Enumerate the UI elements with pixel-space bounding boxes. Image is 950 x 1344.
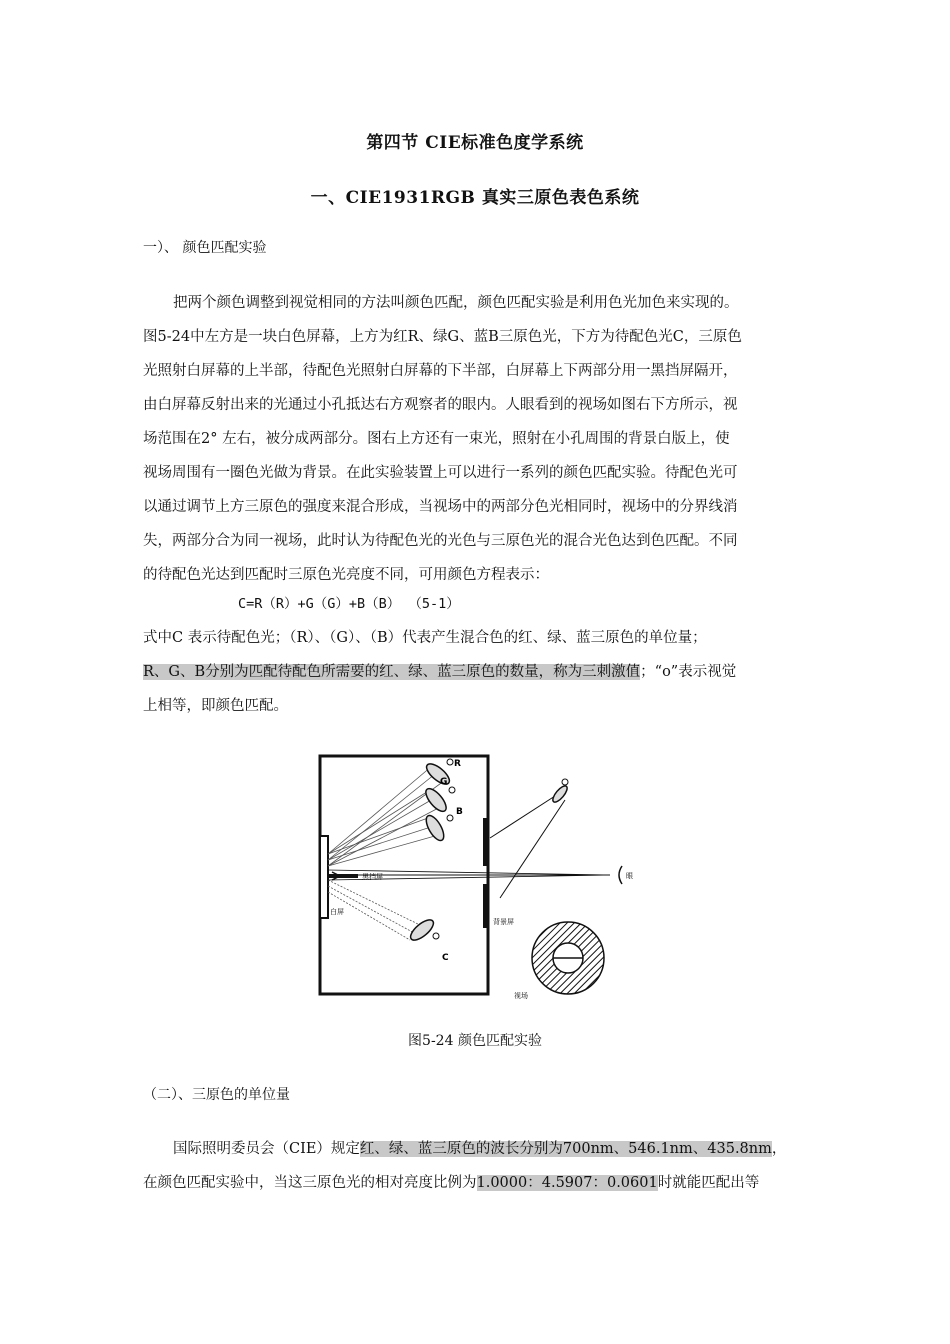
paragraph-line: 视场周围有一圈色光做为背景。在此实验装置上可以进行一系列的颜色匹配实验。待配色光可 — [143, 465, 738, 481]
color-matching-diagram — [310, 748, 640, 1003]
label-g: G — [440, 777, 448, 787]
label-r: R — [454, 759, 461, 769]
heading-color-matching: 一）、 颜色匹配实验 — [143, 240, 267, 256]
label-white-screen: 白屏 — [330, 908, 344, 916]
paragraph-line — [143, 1166, 808, 1200]
paragraph-text: 在颜色匹配实验中，当这三原色光的相对亮度比例为 — [143, 1175, 477, 1191]
paragraph-line: 的待配色光达到匹配时三原色光亮度不同，可用颜色方程表示： — [143, 567, 549, 583]
paragraph-line: 图5-24中左方是一块白色屏幕，上方为红R、绿G、蓝B三原色光，下方为待配色光C，三原色 — [143, 329, 742, 345]
paragraph-text: 国际照明委员会（CIE）规定 — [173, 1141, 360, 1157]
paragraph-line: 场范围在2° 左右，被分成两部分。图右上方还有一束光，照射在小孔周围的背景白版上，使 — [143, 431, 730, 447]
paragraph-color-matching — [143, 286, 808, 592]
white-screen — [320, 836, 328, 918]
lens-g — [422, 785, 449, 814]
label-b: B — [456, 807, 463, 817]
eye-icon — [619, 866, 622, 884]
background-lamp-lens — [551, 784, 570, 804]
heading-primary-units: （二）、三原色的单位量 — [143, 1087, 290, 1103]
paragraph-line: 失，两部分合为同一视场，此时认为待配色光的光色与三原色光的混合光色达到色匹配。不同 — [143, 533, 738, 549]
paragraph-line — [143, 1132, 808, 1166]
figure-caption: 图5-24 颜色匹配实验 — [408, 1033, 542, 1049]
subsection-title: 一、CIE1931RGB 真实三原色表色系统 — [310, 188, 640, 208]
lens-c — [407, 916, 436, 943]
label-black-screen: 黑挡屏 — [362, 873, 383, 881]
paragraph-primary-units — [143, 1132, 808, 1200]
paragraph-line: 把两个颜色调整到视觉相同的方法叫颜色匹配，颜色匹配实验是利用色光加色来实现的。 — [173, 295, 739, 311]
paragraph-text: ；“ο”表示视觉 — [640, 664, 737, 680]
section-title: 第四节 CIE标准色度学系统 — [366, 133, 584, 153]
paragraph-line: 由白屏幕反射出来的光通过小孔抵达右方观察者的眼内。人眼看到的视场如图右下方所示，视 — [143, 397, 738, 413]
paragraph-line: 上相等，即颜色匹配。 — [143, 698, 288, 714]
label-eye: 眼 — [626, 872, 633, 880]
paragraph-text: 时就能匹配出等 — [657, 1175, 760, 1191]
label-c: C — [442, 953, 449, 963]
highlighted-text: 1.0000：4.5907：0.0601 — [476, 1175, 658, 1191]
paragraph-line — [143, 655, 808, 689]
field-of-view — [532, 922, 604, 994]
paragraph-equation-explanation — [143, 621, 808, 723]
color-equation: C=R（R）+G（G）+B（B） （5-1） — [238, 596, 460, 612]
paragraph-line: 以通过调节上方三原色的强度来混合形成，当视场中的两部分色光相同时，视场中的分界线消 — [143, 499, 738, 515]
paragraph-line: 光照射白屏幕的上半部，待配色光照射白屏幕的下半部，白屏幕上下两部分用一黑挡屏隔开， — [143, 363, 738, 379]
highlighted-text: R、G、B分别为匹配待配色所需要的红、绿、蓝三原色的数量，称为三刺激值 — [143, 664, 641, 680]
paragraph-text: ， — [771, 1141, 787, 1157]
label-background: 背景屏 — [493, 918, 514, 926]
label-field: 视场 — [514, 992, 528, 1000]
paragraph-line: 式中C 表示待配色光；（R）、（G）、（B）代表产生混合色的红、绿、蓝三原色的单位量； — [143, 630, 707, 646]
highlighted-text: 红、绿、蓝三原色的波长分别为700nm、546.1nm、435.8nm — [359, 1141, 772, 1157]
